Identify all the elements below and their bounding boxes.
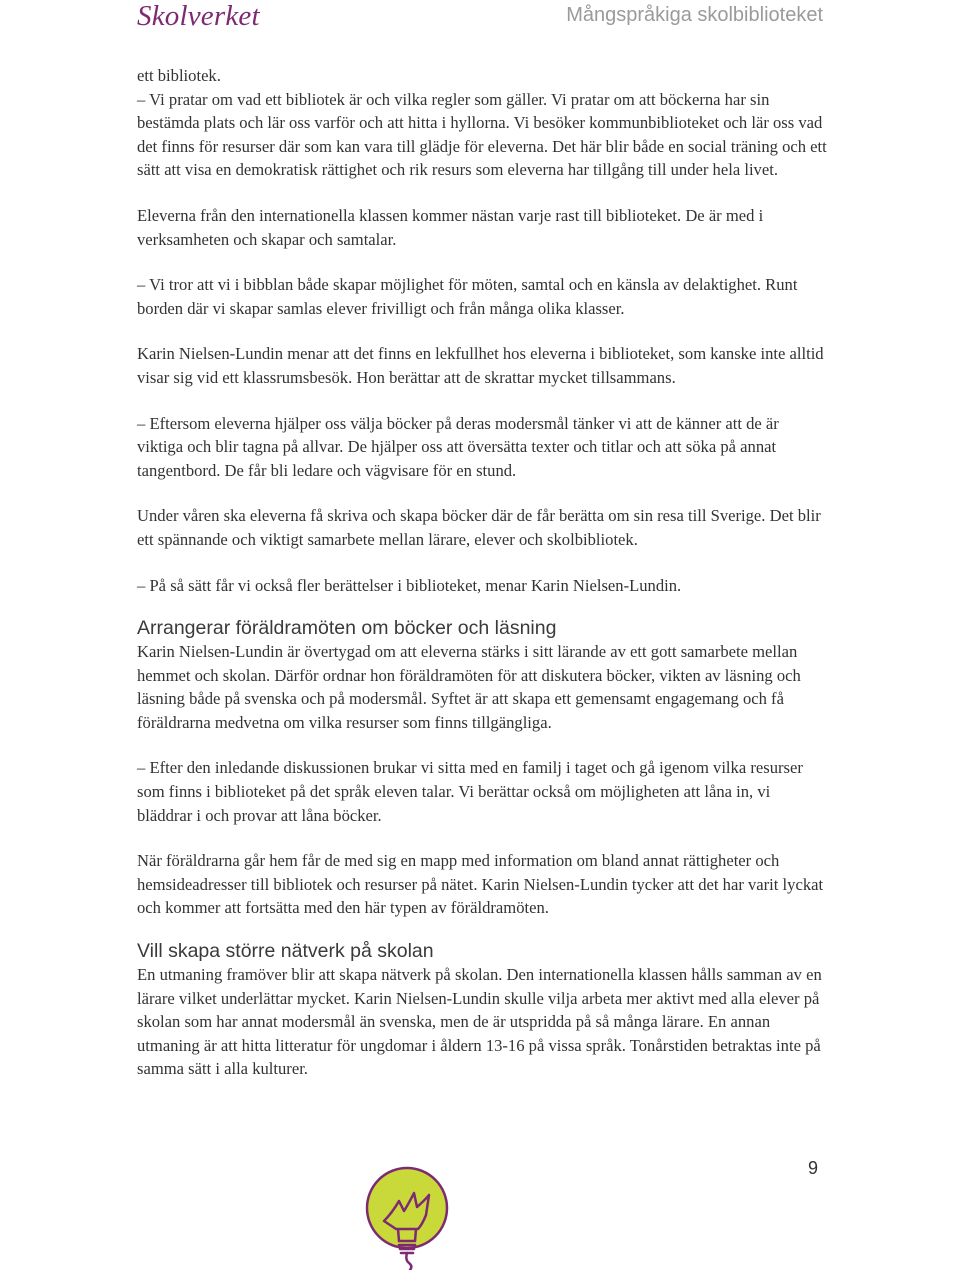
page-number: 9 bbox=[808, 1158, 819, 1178]
paragraph: – På så sätt får vi också fler berättelser i biblioteket, menar Karin Nielsen-Lundin. bbox=[137, 575, 682, 595]
document-title: Mångspråkiga skolbiblioteket bbox=[566, 4, 823, 26]
paragraph: En utmaning framöver blir att skapa nätverk på skolan. Den internationella klassen hålls samman av en lärare vilket underlättar mycket. Karin Nielsen-Lundin skulle vilja arbeta mer aktivt med alla elever på skolan som har annat modersmål än svenska, men de är utspridda på så många lärare. En annan utmaning är att hitta litteratur för ungdomar i åldern 13-16 på vissa språk. Tonårstiden betraktas inte på samma sätt i alla kulturer. bbox=[137, 965, 822, 1079]
paragraph: När föräldrarna går hem får de med sig en mapp med information om bland annat rättigheter och hemsideadresser till bibliotek och resurser på nätet. Karin Nielsen-Lundin tycker att det har varit lyckat och kommer att fortsätta med den här typen av föräldramöten. bbox=[137, 851, 824, 918]
paragraph: Karin Nielsen-Lundin menar att det finns en lekfullhet hos eleverna i biblioteket, som kanske inte alltid visar sig vid ett klassrumsbesök. Hon berättar att de skrattar mycket tillsammans. bbox=[137, 344, 824, 387]
paragraph: – Vi pratar om vad ett bibliotek är och vilka regler som gäller. Vi pratar om att böckerna har sin bestämda plats och lär oss varför och att hitta i hyllorna. Vi besöker kommunbiblioteket och lär oss vad det finns för resurser där som kan vara till glädje för eleverna. Det här blir både en social träning och ett sätt att visa en demokratisk rättighet och rik resurs som eleverna har tillgång till under hela livet. bbox=[137, 89, 827, 180]
paragraph: Eleverna från den internationella klassen kommer nästan varje rast till biblioteket. De är med i verksamheten och skapar och samtalar. bbox=[137, 205, 764, 249]
paragraph: Under våren ska eleverna få skriva och skapa böcker där de får berätta om sin resa till Sverige. Det blir ett spännande och viktigt samarbete mellan lärare, elever och skolbibliotek. bbox=[137, 506, 821, 549]
paragraph: – Eftersom eleverna hjälper oss välja böcker på deras modersmål tänker vi att de känner att de är viktiga och blir tagna på allvar. De hjälper oss att översätta texter och titlar och att söka på annat tangentbord. De får bli ledare och vägvisare för en stund. bbox=[137, 413, 779, 480]
skolverket-logo: Skolverket bbox=[137, 0, 260, 32]
section-heading: Arrangerar föräldramöten om böcker och läsning bbox=[137, 617, 557, 640]
paragraph: Karin Nielsen-Lundin är övertygad om att eleverna stärks i sitt lärande av ett gott samarbete mellan hemmet och skolan. Därför ordnar hon föräldramöten för att diskutera böcker, vikten av läsning och läsning både på svenska och på modersmål. Syftet är att skapa ett gemensamt engagemang och få föräldrarna medvetna om vilka resurser som finns tillgängliga. bbox=[137, 642, 801, 732]
article-body bbox=[137, 64, 827, 1103]
paragraph: ett bibliotek. bbox=[137, 66, 221, 85]
paragraph: – Vi tror att vi i bibblan både skapar möjlighet för möten, samtal och en känsla av delaktighet. Runt borden där vi skapar samlas elever frivilligt och från många olika klasser. bbox=[137, 275, 798, 318]
section-heading: Vill skapa större nätverk på skolan bbox=[137, 940, 434, 963]
paragraph: – Efter den inledande diskussionen brukar vi sitta med en familj i taget och gå igenom vilka resurser som finns i biblioteket på det språk eleven talar. Vi berättar också om möjligheten att låna in, vi bläddrar i och provar att låna böcker. bbox=[137, 758, 803, 825]
lightbulb-icon bbox=[362, 1163, 452, 1270]
